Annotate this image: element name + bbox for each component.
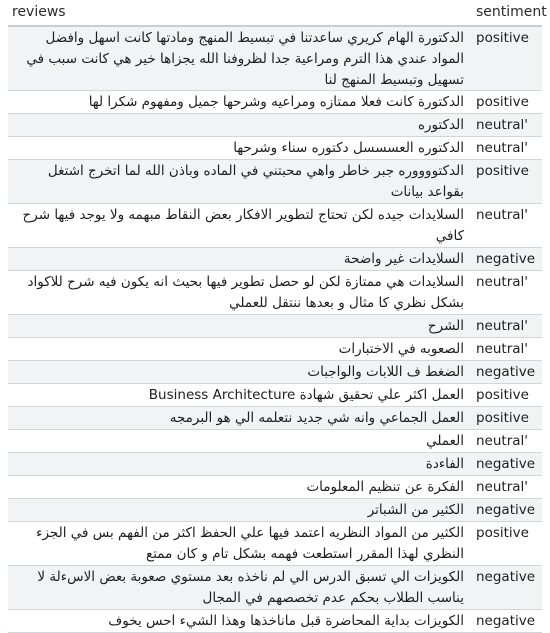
sentiment-cell: positive [476,163,529,179]
table-row[interactable] [8,137,542,160]
table-header [8,0,547,27]
review-cell: السلايدات جيده لكن تحتاج لتطوير الافكار بعض النقاط مبهمه ولا يوجد فيها شرح كافي [22,207,464,244]
table-row[interactable] [8,204,542,248]
table-row[interactable] [8,271,542,315]
sentiment-cell: negative [476,502,536,518]
sentiment-cell: positive [476,30,529,46]
column-header-reviews[interactable]: reviews [12,4,66,20]
sentiment-cell: negative [476,456,536,472]
review-cell: الصعوبه في الاختبارات [338,341,464,357]
sentiment-cell: neutral' [476,140,528,156]
review-cell: السلايدات هي ممتازة لكن لو حصل تطوير فيها بحيث انه يكون فيه شرح للاكواد بشكل نظري كا مثال و بعدها ننتقل للعملي [27,274,464,311]
review-cell: العملي [426,433,464,449]
table-row[interactable] [8,315,542,338]
sentiment-cell: negative [476,364,536,380]
table-row[interactable] [8,384,542,407]
sentiment-cell: positive [476,410,529,426]
review-cell: الفكرة عن تنظيم المعلومات [306,479,464,495]
review-cell: الدكتورة كانت فعلا ممتازه ومراعيه وشرحها جميل ومفهوم شكرا لها [88,94,464,110]
review-cell: الكويزات الي تسبق الدرس الي لم ناخذه بعد مستوي صعوبة بعض الاسءلة لا يناسب الطلاب بحكم عدم تخصصهم في المجال [37,569,464,606]
review-cell: السلايدات غير واضحة [343,251,464,267]
table-row[interactable] [8,160,542,204]
table-row[interactable] [8,522,542,566]
sentiment-cell: neutral' [476,433,528,449]
review-cell: الدكتوره [417,117,464,133]
sentiment-cell: neutral' [476,479,528,495]
sentiment-cell: neutral' [476,207,528,223]
table-row[interactable] [8,610,542,633]
table-row[interactable] [8,407,542,430]
review-cell: العمل اكثر علي تحقيق شهادة Business Architecture [148,387,464,403]
review-cell: الكثير من الشباتر [367,502,464,518]
sentiment-cell: neutral' [476,318,528,334]
review-cell: الدكتوره العسسسل دكتوره سناء وشرحها [233,140,464,156]
sentiment-cell: neutral' [476,117,528,133]
table-row[interactable] [8,248,542,271]
sentiment-cell: negative [476,251,536,267]
data-table [8,0,547,633]
table-row[interactable] [8,566,542,610]
sentiment-cell: neutral' [476,274,528,290]
table-row[interactable] [8,453,542,476]
sentiment-cell: positive [476,525,529,541]
review-cell: الكثير من المواد النظريه اعتمد فيها علي الحفظ اكثر من الفهم بس في الجزء النظري لهذا المقرر استطعت فهمه بشكل تام و كان ممتع [36,525,464,562]
table-row[interactable] [8,476,542,499]
review-cell: الكويزات بداية المحاضرة قبل ماناخذها وهذا الشيء احس يخوف [108,613,464,629]
column-header-sentiment[interactable]: sentiment [476,4,547,20]
review-cell: الدكتووووره جبر خاطر واهي محبتني في الماده وباذن الله لما اتخرج اشتغل بقواعد بيانات [47,163,464,200]
review-cell: الفاءدة [425,456,464,472]
sentiment-cell: positive [476,387,529,403]
sentiment-cell: neutral' [476,341,528,357]
sentiment-cell: positive [476,94,529,110]
table-row[interactable] [8,27,542,91]
review-cell: الشرح [427,318,464,334]
table-row[interactable] [8,430,542,453]
sentiment-cell: negative [476,569,536,585]
table-row[interactable] [8,361,542,384]
table-row[interactable] [8,91,542,114]
sentiment-cell: negative [476,613,536,629]
review-cell: الدكتورة الهام كريري ساعدتنا في تبسيط المنهج ومادتها كانت اسهل وافضل المواد عندي هذا الترم ومراعية جدا لظروفنا الله يجزاها خير هي كانت سبب في تسهيل وتبسيط المنهج لنا [26,30,464,88]
table-row[interactable] [8,114,542,137]
table-body [8,27,542,633]
table-row[interactable] [8,338,542,361]
review-cell: العمل الجماعي وانه شي جديد نتعلمه الي هو البرمجه [169,410,464,426]
review-cell: الضغط ف اللابات والواجبات [307,364,464,380]
table-row[interactable] [8,499,542,522]
